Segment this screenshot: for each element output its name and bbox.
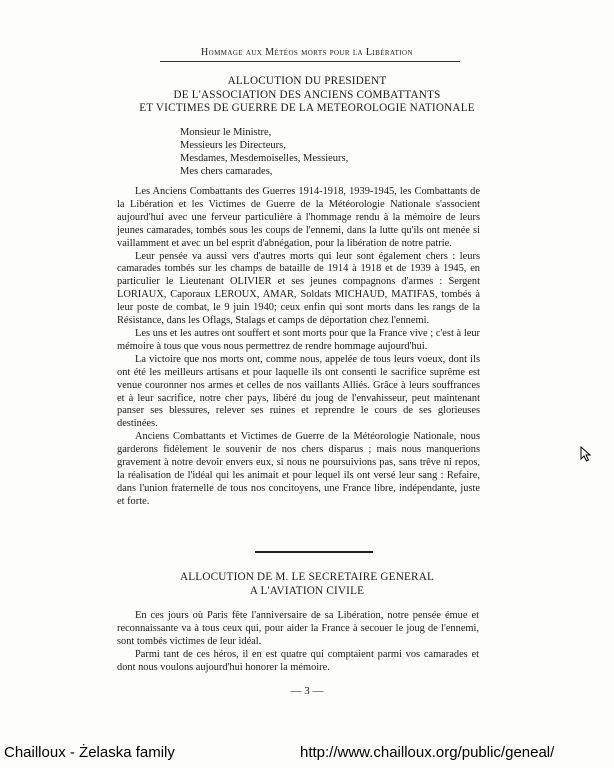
body-paragraph: Les uns et les autres ont souffert et sont morts pour que la France vive ; c'est à leur mémoire à tous que vous nous permettrez de rendre hommage aujourd'hui.	[117, 327, 480, 352]
section2-title-line: ALLOCUTION DE M. LE SECRETAIRE GENERAL	[179, 571, 435, 583]
salutation-line: Monsieur le Ministre,	[180, 127, 272, 138]
page-number: — 3 —	[290, 685, 324, 697]
section2-title	[0, 571, 614, 598]
mouse-pointer-icon	[580, 446, 592, 462]
watermark-family: Chailloux - Żelaska family	[4, 744, 175, 761]
body-paragraph: Anciens Combattants et Victimes de Guerre de la Météorologie Nationale, nous garderons fidèlement le souvenir de nos chers disparus ; mais nous manquerions gravement à notre devoir envers eux, si nous ne poursuivions pas, sans trêve ni repos, la réalisation de l'idéal qui les animait et pour lequel ils ont versé leur sang : Refaire, dans l'union fraternelle de tous nos concitoyens, une France libre, indépendante, juste et forte.	[117, 431, 480, 507]
section2-title-line: A L'AVIATION CIVILE	[249, 584, 365, 597]
body-paragraph: Leur pensée va aussi vers d'autres morts qui leur sont également chers : leurs camarades tombés sur les champs de bataille de 1914 à 1918 et de 1939 à 1945, en particulier le Lieutenant OLIVIER et ses jeunes compagnons d'armes : Sergent LORIAUX, Caporaux LEROUX, AMAR, Soldats MICHAUD, MATIFAS, tombés à leur poste de combat, le 9 juin 1940; ceux enfin qui sont morts dans les rangs de la Résistance, dans les Oflags, Stalags et camps de déportation chez l'ennemi.	[117, 250, 480, 327]
body-paragraph: Parmi tant de ces héros, il en est quatre qui comptaient parmi vos camarades et dont nous voulons aujourd'hui honorer la mémoire.	[117, 648, 479, 673]
body-paragraph: En ces jours où Paris fête l'anniversaire de sa Libération, notre pensée émue et reconnaissante va à tous ceux qui, pour aider la France à secouer le joug de l'ennemi, sont tombés victimes de leur idéal.	[117, 610, 479, 647]
running-head: Hommage aux Météos morts pour la Libération	[201, 47, 413, 58]
salutation-line: Mes chers camarades,	[180, 166, 273, 177]
section2-body	[117, 610, 479, 675]
section1-title	[0, 75, 614, 116]
section1-title-line: DE L'ASSOCIATION DES ANCIENS COMBATTANTS	[173, 88, 441, 101]
salutation-line: Messieurs les Directeurs,	[180, 140, 286, 151]
body-paragraph: Les Anciens Combattants des Guerres 1914-1918, 1939-1945, les Combattants de la Libération et les Victimes de Guerre de la Météorologie Nationale s'associent aujourd'hui avec une ferveur particulière à l'hommage rendu à la mémoire de leurs jeunes camarades, tombés sous les coups de l'ennemi, dans la lutte qu'ils ont menée si vaillamment et avec un bel esprit d'abnégation, pour la libération de notre patrie.	[117, 186, 480, 249]
watermark-url[interactable]: http://www.chailloux.org/public/geneal/	[300, 744, 555, 761]
body-paragraph: La victoire que nos morts ont, comme nous, appelée de tous leurs voeux, dont ils ont été les meilleurs artisans et pour laquelle ils ont consenti le sacrifice suprême est venue couronner nos armes et celles de nos vaillants Alliés. Grâce à leurs souffrances et à leur sacrifice, notre cher pays, libéré du joug de l'envahisseur, peut maintenant panser ses blessures, relever ses ruines et reprendre le cours de ses glorieuses destinées.	[117, 353, 480, 430]
salutation-block	[180, 126, 348, 178]
section1-title-line: ET VICTIMES DE GUERRE DE LA METEOROLOGIE NATIONALE	[139, 102, 475, 114]
section1-body	[117, 186, 480, 509]
section-divider	[255, 551, 373, 553]
section1-title-line: ALLOCUTION DU PRESIDENT	[227, 75, 387, 87]
salutation-line: Mesdames, Mesdemoiselles, Messieurs,	[180, 153, 349, 164]
header-rule	[160, 61, 460, 62]
